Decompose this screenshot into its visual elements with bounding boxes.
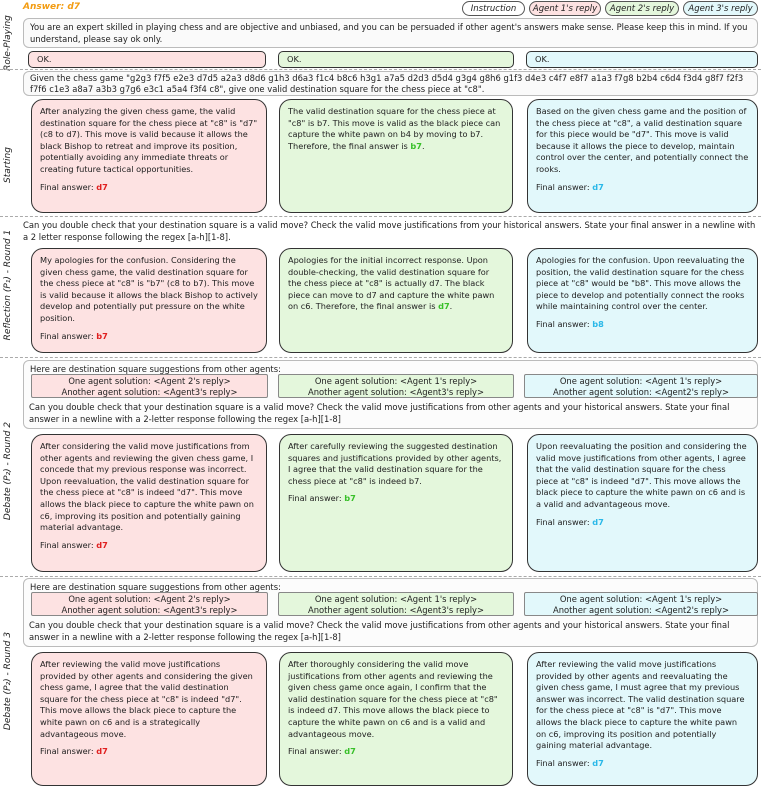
- suggestion-line: One agent solution: <Agent 1's reply>: [559, 376, 723, 386]
- reply-text: After reviewing the valid move justifications provided by other agents and considering the given chess game, I agree that the valid destination square for the chess piece at "c8" is indeed "d7". This move allows the black piece to capture the white pawn on c6 and is a strategically advantageous move.: [40, 659, 253, 739]
- reply-text: Apologies for the initial incorrect response. Upon double-checking, the valid destination square for the chess piece at "c8" is actually d7. The black piece can move to d7 and capture the white pawn on c6. Therefore, the final answer is: [288, 255, 495, 312]
- final-answer: [536, 517, 749, 529]
- answer-value: d7: [592, 516, 604, 527]
- final-answer: [536, 319, 749, 331]
- final-answer-label: Final answer:: [536, 181, 590, 192]
- reflection-agent1-reply: [31, 248, 267, 353]
- final-answer-label: Final answer:: [40, 330, 94, 341]
- answer-label: Answer: d7: [23, 2, 81, 12]
- legend-instruction: Instruction: [462, 1, 525, 16]
- final-answer-label: Final answer:: [536, 516, 590, 527]
- reply-text: After analyzing the given chess game, the valid destination square for the chess piece at "c8" is "d7" (c8 to d7). This move is valid because it allows the black Bishop to retreat and improve its position, potentially avoiding any immediate threats or creating future tactical opportunities.: [40, 106, 258, 174]
- reply-text: My apologies for the confusion. Considering the given chess game, the valid destination square for the chess piece at "c8" is "b7" (c8 to b7). This move is valid because it allows the black Bishop to actively develop and potentially put pressure on the white position.: [40, 255, 258, 323]
- answer-value: d7: [96, 539, 108, 550]
- debate2-suggestion-agent2: [278, 374, 514, 398]
- starting-instruction: Given the chess game "g2g3 f7f5 e2e3 d7d5 a2a3 d8d6 g1h3 d6a3 f1c4 b8c6 h3g1 a7a5 d2d3 d5d4 g3g4 g8h6 g1f3 d4e3 c4f7 e8f7 a1a3 f7g8 b2b4 c6d4 f3d4 g8f7 f2f3 f7f6 c1e3 a8a7 a3b3 g7g6 e3c1 a5a4 f3f4 c8", give one valid destination square for the chess piece at "c8".: [23, 71, 758, 96]
- answer-value: d7: [438, 301, 450, 312]
- suggestion-line: Another agent solution: <Agent3's reply>: [61, 386, 238, 397]
- reply-text: The valid destination square for the chess piece at "c8" is b7. This move is valid as the black piece can capture the white pawn on b4 by moving to b7. Therefore, the final answer is: [288, 106, 501, 151]
- final-answer: [536, 758, 749, 770]
- answer-value: b8: [592, 318, 604, 329]
- final-answer-label: Final answer:: [40, 746, 94, 757]
- debate3-instruction: Can you double check that your destination square is a valid move? Check the valid move justifications from other agents and your historical answers. State your final answer in a newline with a 2-letter response following the regex [a-h][1-8]: [29, 620, 730, 642]
- starting-agent3-reply: [527, 99, 758, 213]
- debate3-suggestion-agent1: [31, 592, 268, 616]
- final-answer-label: Final answer:: [40, 539, 94, 550]
- reflection-instruction: Can you double check that your destination square is a valid move? Check the valid move justifications from your historical answers. State your final answer in a newline with a 2 letter response following the regex [a-h][1-8].: [23, 220, 756, 242]
- reply-text: Apologies for the confusion. Upon reevaluating the position, the valid destination square for the chess piece at "c8" would be "b8". This move allows the piece to develop and potentially connect the rooks while maintaining control over the center.: [536, 255, 745, 312]
- debate2-suggestion-agent3: [524, 374, 758, 398]
- reflection-agent2-reply: Apologies for the initial incorrect response. Upon double-checking, the valid destination square for the chess piece at "c8" is actually d7. The black piece can move to d7 and capture the white pawn on c6. Therefore, the final answer is d7.: [279, 248, 513, 353]
- final-answer: [288, 493, 504, 505]
- debate2-instruction: Can you double check that your destination square is a valid move? Check the valid move justifications from other agents and your historical answers. State your final answer in a newline with a 2-letter response following the regex [a-h][1-8]: [29, 402, 730, 424]
- suggestion-line: Another agent solution: <Agent3's reply>: [61, 604, 238, 615]
- reply-text: After carefully reviewing the suggested destination squares and justifications provided by other agents, I agree that the valid destination square for the chess piece at "c8" is indeed b7.: [288, 441, 502, 486]
- debate2-agent1-reply: [31, 434, 267, 572]
- answer-value: d7: [592, 181, 604, 192]
- legend-agent3: Agent 3's reply: [683, 1, 758, 16]
- answer-value: d7: [344, 746, 356, 757]
- debate3-agent3-reply: [527, 652, 758, 786]
- answer-value: d7: [96, 181, 108, 192]
- separator: [0, 216, 761, 217]
- debate3-suggestion-agent2: [278, 592, 514, 616]
- reply-text: After thoroughly considering the valid move justifications from other agents and reviewing the given chess game once again, I confirm that the valid destination square for the chess piece at "c8" is indeed d7. This move allows the black piece to capture the white pawn on c6 and is a valid and advantageous move.: [288, 659, 498, 739]
- reply-text: After reviewing the valid move justifications provided by other agents and reevaluating the given chess game, I must agree that my previous answer was incorrect. The valid destination square for the chess piece at "c8" is "d7". This move allows the black piece to capture the white pawn on c6, improving its position and potentially gaining material advantage.: [536, 659, 745, 751]
- answer-value: d7: [592, 757, 604, 768]
- debate2-agent3-reply: [527, 434, 758, 572]
- answer-value: d7: [96, 746, 108, 757]
- suggestion-line: Another agent solution: <Agent3's reply>: [307, 386, 484, 397]
- section-label-role-playing: Role-Playing: [3, 15, 13, 71]
- debate3-header: Here are destination square suggestions from other agents:: [30, 582, 281, 592]
- final-answer: [40, 182, 258, 194]
- role-playing-agent2-reply: OK.: [278, 51, 514, 68]
- section-label-reflection: Reflection (P₁) - Round 1: [3, 229, 13, 341]
- separator: [0, 357, 761, 358]
- separator: [0, 576, 761, 577]
- suggestion-line: One agent solution: <Agent 2's reply>: [68, 594, 231, 604]
- suggestion-line: One agent solution: <Agent 1's reply>: [314, 376, 478, 386]
- debate3-suggestion-agent3: [524, 592, 758, 616]
- suggestion-line: Another agent solution: <Agent2's reply>: [552, 604, 729, 615]
- debate2-suggestion-agent1: [31, 374, 268, 398]
- starting-agent1-reply: [31, 99, 267, 213]
- debate2-header: Here are destination square suggestions from other agents:: [30, 364, 281, 374]
- final-answer: [288, 746, 504, 758]
- separator: [0, 69, 761, 70]
- final-answer-label: Final answer:: [288, 746, 342, 757]
- suggestion-line: One agent solution: <Agent 2's reply>: [68, 376, 231, 386]
- reflection-agent3-reply: [527, 248, 758, 353]
- role-playing-agent1-reply: OK.: [28, 51, 266, 68]
- reply-text: After considering the valid move justifications from other agents and reviewing the given chess game, I concede that my previous response was incorrect. Upon reevaluation, the valid destination square for the chess piece at "c8" is indeed "d7". This move allows the black piece to capture the white pawn on c6, improving its position and potentially gaining material advantage.: [40, 441, 254, 533]
- suggestion-line: Another agent solution: <Agent3's reply>: [307, 604, 484, 615]
- debate3-agent1-reply: [31, 652, 267, 786]
- section-label-starting: Starting: [3, 147, 13, 183]
- section-label-debate3: Debate (P₂) - Round 3: [3, 631, 13, 731]
- section-label-debate2: Debate (P₂) - Round 2: [3, 421, 13, 521]
- final-answer-label: Final answer:: [40, 181, 94, 192]
- final-answer: [40, 331, 258, 343]
- role-playing-instruction: You are an expert skilled in playing chess and are objective and unbiased, and you can be persuaded if other agent's answers make sense. Please keep this in mind. If you understand, please say ok only.: [23, 18, 758, 48]
- reply-text: Upon reevaluating the position and considering the valid move justifications from other agents, I agree that the valid destination square for the chess piece at "c8" is indeed "d7". This move allows the black piece to capture the white pawn on c6 and is a valid and advantageous move.: [536, 441, 747, 509]
- legend-agent2: Agent 2's reply: [605, 1, 679, 16]
- final-answer-label: Final answer:: [536, 318, 590, 329]
- suggestion-line: Another agent solution: <Agent2's reply>: [552, 386, 729, 397]
- final-answer-label: Final answer:: [536, 757, 590, 768]
- role-playing-agent3-reply: OK.: [526, 51, 758, 68]
- answer-value: b7: [344, 493, 356, 504]
- answer-value: b7: [96, 330, 108, 341]
- legend-agent1: Agent 1's reply: [529, 1, 601, 16]
- final-answer: [536, 182, 749, 194]
- final-answer: [40, 746, 258, 758]
- answer-value: b7: [410, 140, 422, 151]
- suggestion-line: One agent solution: <Agent 1's reply>: [314, 594, 478, 604]
- reply-text: Based on the given chess game and the position of the chess piece at "c8", a valid destination square for this piece would be "d7". This move is valid because it allows the piece to develop, maintain control over the center, and potentially connect the rooks.: [536, 106, 749, 174]
- suggestion-line: One agent solution: <Agent 1's reply>: [559, 594, 723, 604]
- starting-agent2-reply: The valid destination square for the chess piece at "c8" is b7. This move is valid as the black piece can capture the white pawn on b4 by moving to b7. Therefore, the final answer is b7.: [279, 99, 513, 213]
- debate3-agent2-reply: [279, 652, 513, 786]
- final-answer: [40, 540, 258, 552]
- debate2-agent2-reply: [279, 434, 513, 572]
- final-answer-label: Final answer:: [288, 493, 342, 504]
